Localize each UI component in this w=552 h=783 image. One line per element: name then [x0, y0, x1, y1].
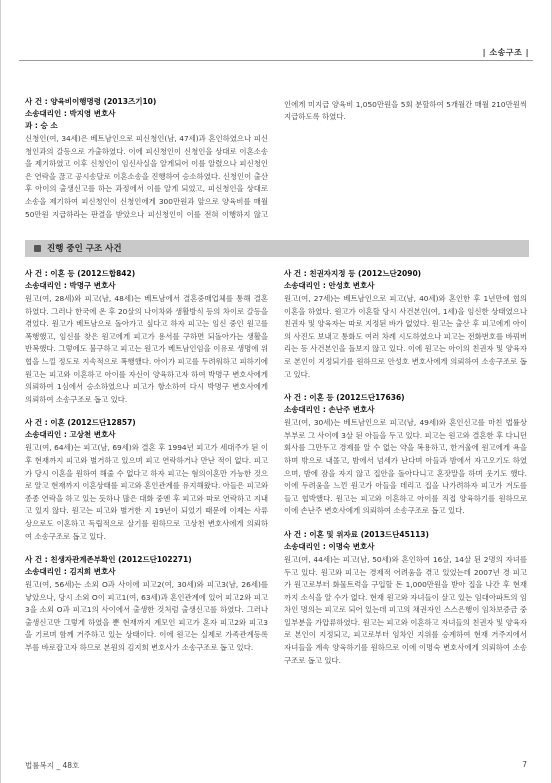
- right-column: [284, 268, 527, 678]
- case-title: 사 건 : 이혼 및 위자료 (2013드단45113): [284, 529, 429, 539]
- case-title: 사 건 : 양육비이행명령 (2013즈기10): [25, 97, 157, 106]
- banner-title: 진행 중인 구조 사건: [47, 244, 122, 254]
- case-block: [284, 529, 527, 667]
- section-label: | 소송구조 |: [482, 48, 529, 57]
- case-lawyer: 소송대리인 : 손난주 변호사: [284, 405, 375, 415]
- footer-publication: 법률복지 _ 48호: [25, 761, 80, 770]
- case-lawyer: 소송대리인 : 박지영 변호사: [25, 109, 116, 118]
- case-lawyer: 소송대리인 : 안성호 변호사: [284, 281, 375, 290]
- case-block: [284, 268, 527, 381]
- page-number: 7: [522, 760, 527, 769]
- case-lawyer: 소송대리인 : 고상천 변호사: [25, 430, 116, 440]
- case-result: 과 : 승 소: [25, 121, 58, 130]
- top-case-right: [284, 96, 527, 214]
- left-column: [25, 268, 268, 666]
- case-body: 원고(여, 27세)는 베트남인으로 피고(남, 40세)와 혼인한 후 1년만에 협의이혼을 하였다. 원고가 이혼할 당시 사건본인(여, 1세)을 임신한 상태였으나 친권자 및 양육자는 따로 지정된 바가 없었다. 원고는 출산 후 피고에게 아이의 사진도 보내고 통화도 여러 차례 시도하였으나 피고는 전화번호를 바꿔버리는 등 사건본인을 돌보지 않고 있다. 이에 원고는 아이의 친권자 및 양육자로 본인이 지정되기를 원하므로 안성호 변호사에게 의뢰하여 소송구조로 돕고 있다.: [284, 294, 527, 379]
- case-title: 사 건 : 친생자관계존부확인 (2012드단102271): [25, 555, 192, 565]
- case-lawyer: 소송대리인 : 이명숙 변호사: [284, 541, 375, 551]
- section-banner: [25, 240, 529, 257]
- case-body: 원고(여, 30세)는 베트남인으로 피고(남, 49세)와 혼인신고를 마친 법률상 부부로 그 사이에 3살 된 아들을 두고 있다. 피고는 원고와 결혼한 후 다니던 회사를 그만두고 경제를 알 수 없는 약을 복용하고, 한겨울에 원고에게 욕을하며 밖으로 내몰고, 밤에서 넘세가 난다며 아들과 밤에서 자고오기도 하였으며, 밤에 잠을 자지 않고 집안을 돌아다니고 혼잣말을 하며 웃기도 했다. 이에 두려움을 느낀 원고가 아들을 데리고 집을 나가려하자 피고가 겨도를 들고 협박했다. 원고는 피고와 이혼하고 아이를 직접 양육하기를 원하므로 이에 손난주 변호사에게 의뢰하여 소송구조로 돕고 있다.: [284, 418, 527, 516]
- case-title: 사 건 : 친권자지정 등 (2012느단2090): [284, 269, 422, 278]
- case-body: 원고(여, 64세)는 피고(남, 69세)와 결혼 후 1994년 피고가 세대주가 된 이후 현재까지 피고와 별거하고 있으며 피고 연락하거나 만난 적이 없다. 피고가 당시 이혼을 원하여 해줄 수 없다고 하자 피고는 혐의이혼만 가능한 것으로 알고 현재까지 이혼상태를 피고와 혼인관계를 유지해왔다. 아들은 피고와 종종 연락을 하고 있는 듯하나 많은 대화 중엔 후 피고와 따로 연락하고 지내고 있지 않다. 원고는 피고와 별거한 지 19년이 되었기 때문에 이제는 사류상으로도 이혼하고 독립적으로 살기를 원하므로 고상천 변호사에게 의뢰하여 소송구조로 돕고 있다.: [25, 443, 268, 541]
- case-block: [25, 554, 268, 655]
- square-bullet-icon: [34, 245, 41, 252]
- case-lawyer: 소송대리인 : 김지희 변호사: [25, 567, 116, 577]
- top-case-left: [25, 96, 268, 231]
- top-case-body: 신청인(여, 34세)은 베트남인으로 피신청인(남, 47세)과 혼인하였으나 피신청인과의 갈등으로 가출하였다. 이에 피신청인이 신청인을 상대로 이혼소송을 제기하였고 이후 신청인이 임신사실을 알게되어 이를 알렸으나 피신청인은 연락을 끊고 공시송달로 이혼소송을 진행하여 승소하였다. 신청인이 출산 후 아이의 출생신고를 하는 과정에서 이를 알게 되었고, 피신청인을 상대로 소송을 제기하여 피신청인이 신청인에게 300만원과 앞으로 양육비를 매월 50만원 지급하라는 판결을 받았으나 피신청인이 이를 전혀 이행하지 않고: [25, 134, 268, 219]
- top-case-body-continued: 인에게 미지급 양육비 1,050만원을 5회 분할하여 5개월간 매월 210만원씩 지급하도록 하였다.: [284, 99, 527, 122]
- case-block: [25, 268, 268, 406]
- case-body: 원고(여, 28세)와 피고(남, 48세)는 베트남에서 결혼중매업체를 통해 결혼하였다. 그러나 한국에 온 후 20살의 나이차와 생활방식 등의 차이로 갈등을 겪었다. 원고가 베트남으로 돌아가고 싶다고 하자 피고는 임신 중인 원고를 폭행했고, 임신를 찾은 원고에게 피고가 용서를 구하면 되돌아가는 생활을 반복했다. 그렇에도 불구하고 피고는 원고가 베트남인임을 이유로 생명에 위협을 느낄 정도로 지속적으로 폭행했다. 아이가 피고를 두려워하고 피하기에 원고는 피고와 이혼하고 아이를 자신이 양육하고자 하여 박명구 변호사에게 의뢰하여 1심에서 승소하였으나 피고가 항소하여 다시 박명구 변호사에게 의뢰하여 소송구조로 돕고 있다.: [25, 294, 268, 404]
- case-title: 사 건 : 이혼 등 (2012드합842): [25, 269, 136, 278]
- header-divider: [19, 60, 533, 61]
- case-title: 사 건 : 이혼 등 (2012드단17636): [284, 393, 405, 403]
- case-block: [284, 392, 527, 518]
- case-title: 사 건 : 이혼 (2012드단12857): [25, 418, 136, 428]
- case-body: 원고(여, 44세)는 피고(남, 50세)와 혼인하여 16살, 14살 된 2명의 자녀를 두고 있다. 원고와 피고는 경제적 어려움을 겪고 있었는데 2007년 경 피고가 원고로부터 화물트럭을 구입할 돈 1,000만원을 받아 집을 나간 후 현재까지 소식을 알 수가 없다. 현재 원고와 자녀들이 살고 있는 임대아파트의 임차인 명의는 피고로 되어 있는데 피고의 채권자인 스스은행이 임차보증금 중 일부분을 가압류하였다. 원고는 피고와 이혼하고 자녀들의 친권자 및 양육자로 본인이 지정되고, 피고로부터 임차인 지위를 승계하여 현재 거주지에서 자녀들을 계속 양육하기를 원하므로 이에 이명숙 변호사에게 의뢰하여 소송구조로 돕고 있다.: [284, 554, 527, 665]
- case-block: [25, 417, 268, 543]
- case-body: 원고(여, 56세)는 소외 O과 사이에 피고2(여, 30세)와 피고3(남, 26세)를 낳았으나, 당시 소외 O이 피고1(여, 63세)과 혼인관계에 있어 피고2와 피고3을 소외 O과 피고1의 사이에서 출생한 것처럼 출생신고를 하였다. 그러나 출생신고만 그렇게 하였을 뿐 현재까지 계모인 피고가 혼자 피고2와 피고3을 기르며 함께 거주하고 있는 상태이다. 이에 원고는 실제로 가족관계등록부를 바로잡고자 하므로 본원의 김지희 변호사가 소송구조로 돕고 있다.: [25, 580, 268, 653]
- case-lawyer: 소송대리인 : 박명구 변호사: [25, 281, 116, 290]
